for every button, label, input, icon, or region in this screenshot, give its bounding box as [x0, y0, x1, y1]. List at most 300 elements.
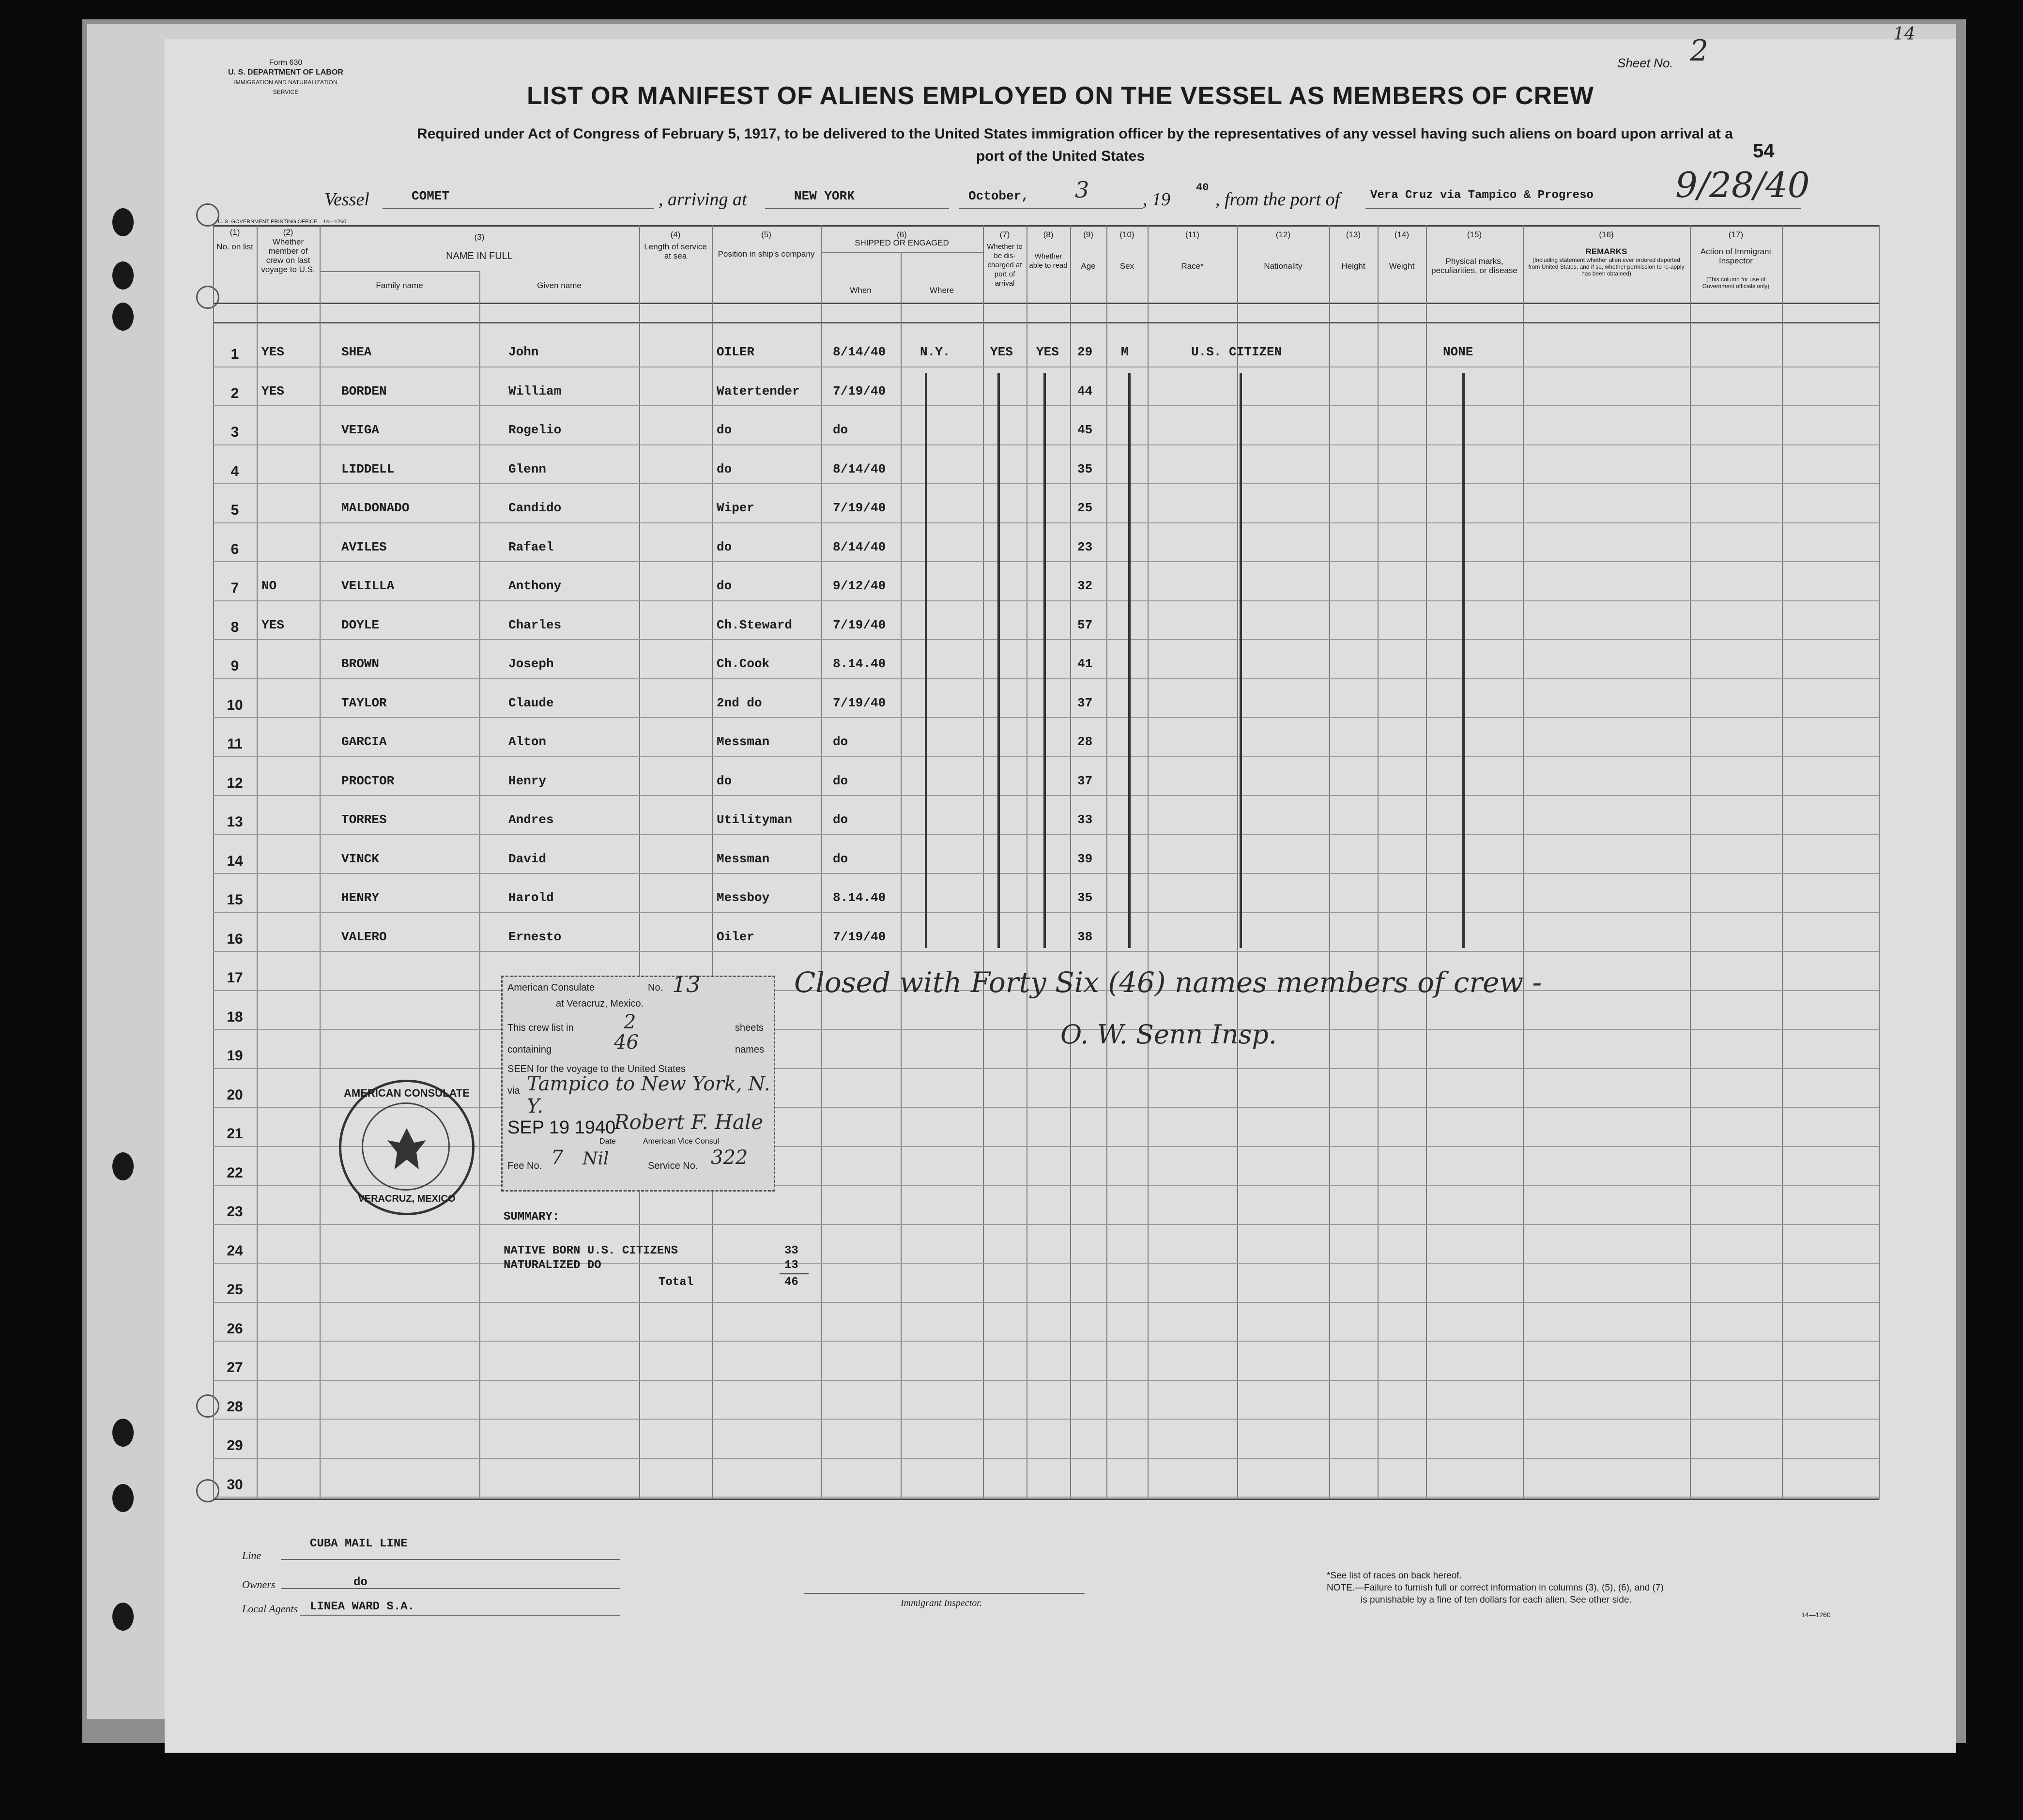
eagle-emblem-icon — [385, 1123, 429, 1172]
row-rule — [213, 405, 1879, 406]
col-16-number: (16) — [1599, 230, 1614, 239]
row-rule — [213, 795, 1879, 796]
row-number: 21 — [227, 1126, 243, 1142]
discharged-cell: YES — [990, 345, 1013, 359]
row-number: 3 — [230, 424, 239, 440]
col-7-number: (7) — [999, 230, 1010, 239]
age-cell: 37 — [1077, 695, 1093, 710]
row-number: 8 — [230, 619, 239, 635]
column-line — [1237, 225, 1238, 1499]
given-name-cell: David — [508, 851, 547, 866]
row-number: 11 — [227, 736, 243, 752]
row-rule — [213, 1497, 1879, 1498]
binder-hole — [112, 1152, 134, 1180]
col-8-number: (8) — [1043, 230, 1054, 239]
when-header: When — [850, 286, 872, 295]
inspector-signature-line — [804, 1593, 1085, 1594]
column-line — [1782, 225, 1783, 1499]
row-number: 17 — [227, 970, 243, 986]
age-cell: 37 — [1077, 773, 1093, 788]
column-line — [639, 225, 640, 1499]
ditto-mark — [1462, 373, 1465, 948]
column-line — [821, 225, 822, 1499]
row-rule — [213, 1224, 1879, 1225]
summary-naturalized-label: NATURALIZED DO — [504, 1259, 601, 1272]
column-line — [1329, 225, 1330, 1499]
row-number: 12 — [227, 775, 243, 791]
family-name-cell: PROCTOR — [341, 773, 395, 788]
shipped-when-cell: do — [833, 773, 848, 788]
row-rule — [213, 600, 1879, 601]
given-name-cell: Ernesto — [508, 929, 562, 944]
row-number: 10 — [227, 697, 243, 713]
summary-total-label: Total — [659, 1276, 694, 1289]
col-17-number: (17) — [1728, 230, 1744, 239]
stamp-date-label: Date — [599, 1137, 616, 1146]
family-name-cell: VINCK — [341, 851, 380, 866]
summary-heading: SUMMARY: — [504, 1210, 560, 1224]
table-bottom-border — [213, 1499, 1879, 1500]
owners-value: do — [353, 1576, 368, 1589]
able-to-read-cell: YES — [1036, 345, 1059, 359]
family-name-cell: HENRY — [341, 890, 380, 905]
shipped-when-cell: 9/12/40 — [833, 579, 886, 593]
age-cell: 41 — [1077, 657, 1093, 671]
service: IMMIGRATION AND NATURALIZATION SERVICE — [234, 79, 337, 95]
consulate-stamp — [501, 971, 775, 1192]
col-9-header: Age — [1081, 261, 1096, 271]
row-rule — [213, 1458, 1879, 1459]
family-name-cell: VELILLA — [341, 579, 395, 593]
age-cell: 33 — [1077, 812, 1093, 827]
row-number: 14 — [227, 853, 243, 869]
inspector-label: Immigrant Inspector. — [901, 1598, 982, 1608]
row-number: 30 — [227, 1476, 243, 1493]
age-cell: 44 — [1077, 383, 1093, 398]
col-2-number: (2) — [283, 228, 293, 237]
shipped-where-cell: N.Y. — [920, 345, 950, 359]
row-rule — [213, 561, 1879, 562]
age-cell: 38 — [1077, 929, 1093, 944]
row-rule — [213, 873, 1879, 874]
stamp-header: American Consulate — [507, 982, 595, 993]
row-rule — [213, 639, 1879, 640]
family-name-cell: GARCIA — [341, 734, 387, 749]
age-cell: 35 — [1077, 461, 1093, 476]
shipped-when-cell: 7/19/40 — [833, 695, 886, 710]
given-name-cell: Alton — [508, 734, 547, 749]
handwritten-date: 9/28/40 — [1675, 165, 1810, 205]
col-13-header: Height — [1341, 261, 1365, 271]
table-top-border — [213, 225, 1879, 227]
department: U. S. DEPARTMENT OF LABOR — [228, 68, 343, 76]
position-cell: Oiler — [717, 929, 755, 944]
footer-note-1: *See list of races on back hereof. — [1327, 1571, 1462, 1581]
row-number: 13 — [227, 814, 243, 830]
position-cell: Wiper — [717, 501, 755, 515]
inspector-signature: O. W. Senn Insp. — [1060, 1019, 1277, 1050]
arrival-port: NEW YORK — [794, 189, 855, 203]
family-name-header: Family name — [376, 281, 423, 290]
row-number: 7 — [230, 580, 239, 596]
row-rule — [213, 1107, 1879, 1108]
ditto-mark — [1043, 373, 1046, 948]
stamp-containing-label: containing — [507, 1044, 552, 1055]
agents-label: Local Agents — [242, 1603, 298, 1615]
given-name-cell: Glenn — [508, 461, 547, 476]
punch-hole — [196, 286, 219, 309]
row-number: 6 — [230, 541, 239, 557]
form-number: Form 630 — [269, 59, 303, 67]
year-prefix: , 19 — [1143, 189, 1170, 210]
owners-label: Owners — [242, 1578, 276, 1591]
ditto-mark — [1240, 373, 1242, 948]
col-1-number: (1) — [230, 228, 240, 237]
col-10-header: Sex — [1119, 261, 1134, 271]
shipped-when-cell: 8.14.40 — [833, 890, 886, 905]
col-6-header: SHIPPED OR ENGAGED — [855, 238, 949, 247]
underline — [281, 1588, 620, 1589]
position-cell: do — [717, 773, 732, 788]
column-line — [983, 225, 984, 1499]
arrival-month: October, — [968, 189, 1029, 203]
seal-text-top: AMERICAN CONSULATE — [344, 1087, 470, 1099]
ditto-mark — [1128, 373, 1131, 948]
stamp-signature: Robert F. Hale — [614, 1110, 764, 1134]
column-line — [1690, 225, 1691, 1499]
position-cell: do — [717, 423, 732, 437]
vessel-name: COMET — [412, 189, 450, 203]
position-cell: Messman — [717, 851, 770, 866]
age-cell: 35 — [1077, 890, 1093, 905]
shipped-when-cell: 8.14.40 — [833, 657, 886, 671]
row-number: 23 — [227, 1204, 243, 1220]
where-header: Where — [929, 286, 954, 295]
family-name-cell: BROWN — [341, 657, 380, 671]
shipped-when-cell: do — [833, 423, 848, 437]
stamp-no: 13 — [672, 971, 701, 997]
age-cell: 25 — [1077, 501, 1093, 515]
arrival-year: 40 — [1196, 182, 1209, 194]
seal-text-bottom: VERACRUZ, MEXICO — [358, 1193, 456, 1204]
binder-hole — [112, 1484, 134, 1512]
col-17-note: (This column for use of Government officials only) — [1702, 276, 1770, 290]
col-9-number: (9) — [1083, 230, 1093, 239]
shipped-when-cell: 7/19/40 — [833, 383, 886, 398]
position-cell: Messboy — [717, 890, 770, 905]
position-cell: do — [717, 539, 732, 554]
family-name-cell: DOYLE — [341, 617, 380, 632]
summary-total-value: 46 — [784, 1276, 798, 1289]
summary-native-label: NATIVE BORN U.S. CITIZENS — [504, 1244, 678, 1257]
page-title: LIST OR MANIFEST OF ALIENS EMPLOYED ON THE VESSEL AS MEMBERS OF CREW — [527, 82, 1594, 110]
col-16-header: REMARKS — [1585, 247, 1627, 256]
column-line — [1106, 225, 1107, 1499]
column-line — [901, 252, 902, 1499]
stamp-crew-list-label: This crew list in — [507, 1023, 574, 1033]
sex-cell: M — [1121, 345, 1129, 359]
binder-hole — [112, 261, 134, 290]
family-name-cell: AVILES — [341, 539, 387, 554]
summary-rule — [780, 1273, 809, 1274]
family-name-cell: TAYLOR — [341, 695, 387, 710]
row-number: 20 — [227, 1086, 243, 1103]
row-number: 22 — [227, 1164, 243, 1181]
col-8-header: Whether able to read — [1029, 252, 1068, 270]
line-value: CUBA MAIL LINE — [310, 1537, 408, 1550]
binder-hole — [112, 1419, 134, 1447]
shipped-when-cell: 8/14/40 — [833, 539, 886, 554]
given-name-cell: Charles — [508, 617, 562, 632]
footer-note-2: NOTE.—Failure to furnish full or correct information in columns (3), (5), (6), and (7) — [1327, 1583, 1664, 1593]
from-port: Vera Cruz via Tampico & Progreso — [1370, 189, 1594, 202]
row-rule — [213, 522, 1879, 523]
consulate-seal — [339, 1080, 475, 1215]
row-number: 16 — [227, 931, 243, 947]
footer-code: 14—1260 — [1801, 1611, 1831, 1619]
age-cell: 39 — [1077, 851, 1093, 866]
physical-marks-cell: NONE — [1443, 345, 1473, 359]
vessel-label: Vessel — [324, 189, 369, 210]
subheader-rule — [320, 271, 479, 272]
footer-note-3: is punishable by a fine of ten dollars for each alien. See other side. — [1361, 1595, 1632, 1605]
col-11-header: Race* — [1181, 261, 1204, 271]
stamp-names-count: 46 — [614, 1031, 639, 1054]
position-cell: Utilityman — [717, 812, 793, 827]
position-cell: do — [717, 461, 732, 476]
row-number: 26 — [227, 1320, 243, 1337]
stamp-fee-label: Fee No. — [507, 1161, 542, 1171]
col-11-number: (11) — [1185, 230, 1199, 239]
underline — [383, 208, 654, 209]
header-rule — [213, 322, 1879, 323]
col-17-header: Action of Immigrant Inspector — [1700, 247, 1772, 265]
col-13-number: (13) — [1346, 230, 1361, 239]
stamp-signer-title: American Vice Consul — [643, 1137, 720, 1146]
row-number: 19 — [227, 1048, 243, 1064]
last-voyage-cell: YES — [261, 383, 284, 398]
subtitle-line-2: port of the United States — [976, 148, 1145, 164]
age-cell: 32 — [1077, 579, 1093, 593]
col-3-number: (3) — [474, 232, 485, 242]
family-name-cell: LIDDELL — [341, 461, 395, 476]
row-number: 9 — [230, 658, 239, 674]
row-rule — [213, 1380, 1879, 1381]
given-name-cell: John — [508, 345, 539, 359]
given-name-cell: Harold — [508, 890, 554, 905]
col-5-header: Position in ship's company — [718, 249, 815, 259]
col-14-number: (14) — [1394, 230, 1410, 239]
shipped-when-cell: 7/19/40 — [833, 501, 886, 515]
row-rule — [213, 756, 1879, 757]
col-6-number: (6) — [897, 230, 907, 239]
row-number: 27 — [227, 1360, 243, 1376]
stamp-no-label: No. — [648, 982, 663, 993]
given-name-cell: Rafael — [508, 539, 554, 554]
subtitle-line-1: Required under Act of Congress of February 5, 1917, to be delivered to the United States immigration officer by the representatives of any vessel having such aliens on board upon arrival at a — [417, 126, 1733, 142]
row-number: 15 — [227, 892, 243, 908]
race-cell: U.S. CITIZEN — [1191, 345, 1282, 359]
binder-hole — [112, 1603, 134, 1631]
age-cell: 45 — [1077, 423, 1093, 437]
stamp-fee: 7 — [551, 1147, 564, 1169]
line-label: Line — [242, 1549, 261, 1561]
stamp-location: at Veracruz, Mexico. — [556, 998, 644, 1009]
column-line — [1378, 225, 1379, 1499]
stamp-fee-note: Nil — [582, 1149, 609, 1169]
age-cell: 23 — [1077, 539, 1093, 554]
printing-office: U. S. GOVERNMENT PRINTING OFFICE 14—1260 — [218, 219, 347, 225]
ditto-mark — [997, 373, 1000, 948]
binder-hole — [112, 208, 134, 236]
manifest-form — [165, 24, 1956, 1753]
column-line — [1426, 225, 1427, 1499]
shipped-when-cell: do — [833, 734, 848, 749]
arriving-label: , arriving at — [659, 189, 747, 210]
summary-naturalized-value: 13 — [784, 1259, 798, 1272]
position-cell: 2nd do — [717, 695, 762, 710]
row-rule — [213, 951, 1879, 952]
row-number: 25 — [227, 1282, 243, 1298]
age-cell: 28 — [1077, 734, 1093, 749]
row-rule — [213, 912, 1879, 913]
stamp-via: Tampico to New York, N. Y. — [527, 1073, 770, 1117]
col-4-header: Length of service at sea — [644, 242, 707, 260]
sheet-number: 2 — [1690, 34, 1709, 68]
sheet-label: Sheet No. — [1617, 56, 1673, 70]
shipped-when-cell: do — [833, 851, 848, 866]
family-name-cell: VEIGA — [341, 423, 380, 437]
row-number: 18 — [227, 1009, 243, 1025]
stamp-service-label: Service No. — [648, 1161, 698, 1171]
row-number: 24 — [227, 1242, 243, 1259]
col-1-header: No. on list — [216, 242, 253, 251]
row-number: 4 — [230, 463, 239, 479]
family-name-cell: VALERO — [341, 929, 387, 944]
col-14-header: Weight — [1389, 261, 1415, 271]
position-cell: Ch.Steward — [717, 617, 793, 632]
row-rule — [213, 1341, 1879, 1342]
family-name-cell: SHEA — [341, 345, 372, 359]
position-cell: OILER — [717, 345, 755, 359]
given-name-cell: Anthony — [508, 579, 562, 593]
row-rule — [213, 678, 1879, 679]
given-name-cell: Andres — [508, 812, 554, 827]
given-name-header: Given name — [537, 281, 582, 290]
family-name-cell: BORDEN — [341, 383, 387, 398]
summary-native-value: 33 — [784, 1244, 798, 1257]
row-number: 28 — [227, 1398, 243, 1415]
row-number: 2 — [230, 385, 239, 401]
column-line — [320, 225, 321, 1499]
subheader-rule — [821, 252, 983, 253]
row-rule — [213, 717, 1879, 718]
position-cell: Messman — [717, 734, 770, 749]
age-cell: 57 — [1077, 617, 1093, 632]
underline — [281, 1559, 620, 1560]
col-5-number: (5) — [761, 230, 771, 239]
shipped-when-cell: 7/19/40 — [833, 617, 886, 632]
given-name-cell: Rogelio — [508, 423, 562, 437]
column-line — [1879, 225, 1880, 1499]
col-7-header: Whether to be dis-charged at port of arrival — [987, 243, 1023, 288]
column-line — [257, 225, 258, 1499]
stamp-sheets-label: sheets — [735, 1023, 764, 1033]
col-3-header: NAME IN FULL — [446, 251, 513, 261]
margin-mark: 14 — [1893, 24, 1916, 44]
col-15-header: Physical marks, peculiarities, or disease — [1431, 257, 1517, 275]
col-4-number: (4) — [670, 230, 681, 239]
given-name-cell: Henry — [508, 773, 547, 788]
stamp-date: SEP 19 1940 — [507, 1117, 616, 1138]
family-name-cell: MALDONADO — [341, 501, 410, 515]
underline — [1365, 208, 1801, 209]
given-name-cell: Joseph — [508, 657, 554, 671]
row-number: 5 — [230, 502, 239, 518]
stamp-seen-label: SEEN for the voyage to the United States — [507, 1064, 686, 1074]
arrival-day: 3 — [1075, 177, 1089, 203]
closing-note: Closed with Forty Six (46) names members of crew - — [794, 966, 1542, 999]
header-bottom-border — [213, 303, 1879, 304]
row-number: 1 — [230, 346, 239, 362]
ditto-mark — [925, 373, 927, 948]
col-15-number: (15) — [1467, 230, 1482, 239]
col-12-header: Nationality — [1264, 261, 1303, 271]
last-voyage-cell: NO — [261, 579, 277, 593]
page-number: 54 — [1753, 140, 1775, 162]
stamp-names-label: names — [735, 1044, 765, 1055]
binder-hole — [112, 303, 134, 331]
age-cell: 29 — [1077, 345, 1093, 359]
row-rule — [213, 1263, 1879, 1264]
row-number: 29 — [227, 1438, 243, 1453]
given-name-cell: Claude — [508, 695, 554, 710]
underline — [959, 208, 1143, 209]
given-name-cell: Candido — [508, 501, 562, 515]
shipped-when-cell: do — [833, 812, 848, 827]
shipped-when-cell: 7/19/40 — [833, 929, 886, 944]
row-rule — [213, 1419, 1879, 1420]
stamp-service-no: 322 — [711, 1147, 748, 1169]
column-line — [712, 225, 713, 1499]
position-cell: Ch.Cook — [717, 657, 770, 671]
given-name-cell: William — [508, 383, 562, 398]
last-voyage-cell: YES — [261, 345, 284, 359]
family-name-cell: TORRES — [341, 812, 387, 827]
col-10-number: (10) — [1119, 230, 1134, 239]
from-label: , from the port of — [1215, 189, 1340, 210]
col-16-note: (Including statement whether alien ever ordered deported from United States, and if so, whether permission to re-apply has been obtained) — [1528, 257, 1685, 277]
row-rule — [213, 1068, 1879, 1069]
row-rule — [213, 1029, 1879, 1030]
stamp-via-label: via — [507, 1086, 520, 1096]
row-rule — [213, 444, 1879, 445]
column-line — [1070, 225, 1071, 1499]
col-12-number: (12) — [1275, 230, 1291, 239]
position-cell: do — [717, 579, 732, 593]
underline — [300, 1615, 620, 1616]
row-rule — [213, 834, 1879, 835]
row-rule — [213, 1302, 1879, 1303]
column-line — [1523, 225, 1524, 1499]
stamp-sheets-count: 2 — [624, 1011, 636, 1033]
agents-value: LINEA WARD S.A. — [310, 1600, 415, 1613]
shipped-when-cell: 8/14/40 — [833, 461, 886, 476]
punch-hole — [196, 203, 219, 227]
row-rule — [213, 483, 1879, 484]
col-2-header: Whether member of crew on last voyage to U.S. — [261, 237, 315, 274]
column-line — [479, 271, 480, 1499]
